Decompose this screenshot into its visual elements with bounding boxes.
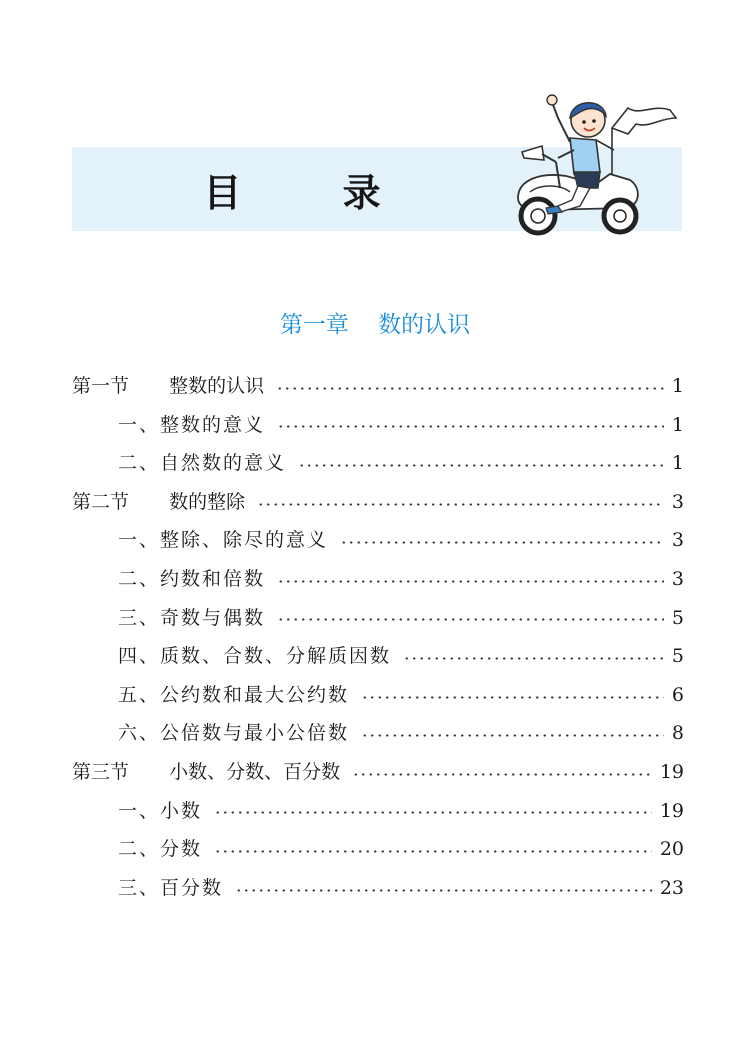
toc-entry-label: 第一节 整数的认识 — [72, 375, 265, 397]
dot-leader — [235, 889, 652, 892]
toc-entry-item[interactable] — [72, 637, 684, 676]
toc-page-number: 5 — [671, 645, 684, 668]
toc-entry-item[interactable] — [72, 714, 684, 753]
toc-page-number: 5 — [671, 606, 684, 629]
dot-leader — [277, 580, 664, 583]
toc-page-number: 3 — [671, 490, 684, 513]
toc-entry-label: 六、公倍数与最小公倍数 — [118, 722, 350, 745]
dot-leader — [277, 618, 664, 621]
dot-leader — [298, 464, 664, 467]
boy-on-scooter-illustration — [500, 88, 690, 238]
table-of-contents — [72, 367, 684, 907]
page-title: 目 录 — [203, 170, 425, 215]
toc-entry-label: 五、公约数和最大公约数 — [118, 683, 350, 706]
dot-leader — [277, 425, 664, 428]
toc-entry-section[interactable] — [72, 753, 684, 792]
toc-page-number: 1 — [671, 452, 684, 475]
toc-entry-item[interactable] — [72, 676, 684, 715]
toc-entry-section[interactable] — [72, 483, 684, 522]
toc-page-number: 8 — [671, 722, 684, 745]
toc-entry-label: 二、分数 — [118, 838, 203, 861]
toc-page-number: 1 — [671, 375, 684, 397]
toc-page-number: 19 — [659, 760, 684, 783]
toc-page-number: 3 — [671, 529, 684, 552]
dot-leader — [361, 696, 664, 699]
toc-entry-label: 三、百分数 — [118, 876, 224, 899]
toc-entry-item[interactable] — [72, 599, 684, 638]
toc-entry-label: 第二节 数的整除 — [72, 490, 246, 513]
toc-entry-label: 一、整除、除尽的意义 — [118, 529, 329, 552]
dot-leader — [340, 541, 664, 544]
chapter-title: 第一章 数的认识 — [279, 312, 471, 338]
toc-entry-item[interactable] — [72, 830, 684, 869]
dot-leader — [257, 503, 664, 506]
toc-entry-label: 第三节 小数、分数、百分数 — [72, 760, 341, 783]
toc-page-number: 19 — [659, 799, 684, 822]
toc-entry-label: 四、质数、合数、分解质因数 — [118, 645, 392, 668]
toc-entry-section[interactable] — [72, 367, 684, 406]
toc-entry-item[interactable] — [72, 521, 684, 560]
toc-entry-label: 一、整数的意义 — [118, 413, 266, 436]
toc-entry-item[interactable] — [72, 444, 684, 483]
toc-entry-label: 二、自然数的意义 — [118, 452, 287, 475]
toc-entry-label: 一、小数 — [118, 799, 203, 822]
dot-leader — [214, 811, 652, 814]
toc-entry-label: 三、奇数与偶数 — [118, 606, 266, 629]
dot-leader — [361, 734, 664, 737]
dot-leader — [276, 387, 664, 390]
dot-leader — [352, 773, 652, 776]
toc-entry-item[interactable] — [72, 792, 684, 831]
dot-leader — [214, 850, 652, 853]
toc-page-number: 3 — [671, 567, 684, 590]
toc-entry-item[interactable] — [72, 406, 684, 445]
toc-entry-label: 二、约数和倍数 — [118, 567, 266, 590]
toc-page-number: 1 — [671, 413, 684, 436]
dot-leader — [403, 657, 664, 660]
toc-page-number: 20 — [659, 838, 684, 861]
toc-entry-item[interactable] — [72, 560, 684, 599]
toc-page-number: 6 — [671, 683, 684, 706]
toc-entry-item[interactable] — [72, 869, 684, 908]
toc-page-number: 23 — [659, 876, 684, 899]
